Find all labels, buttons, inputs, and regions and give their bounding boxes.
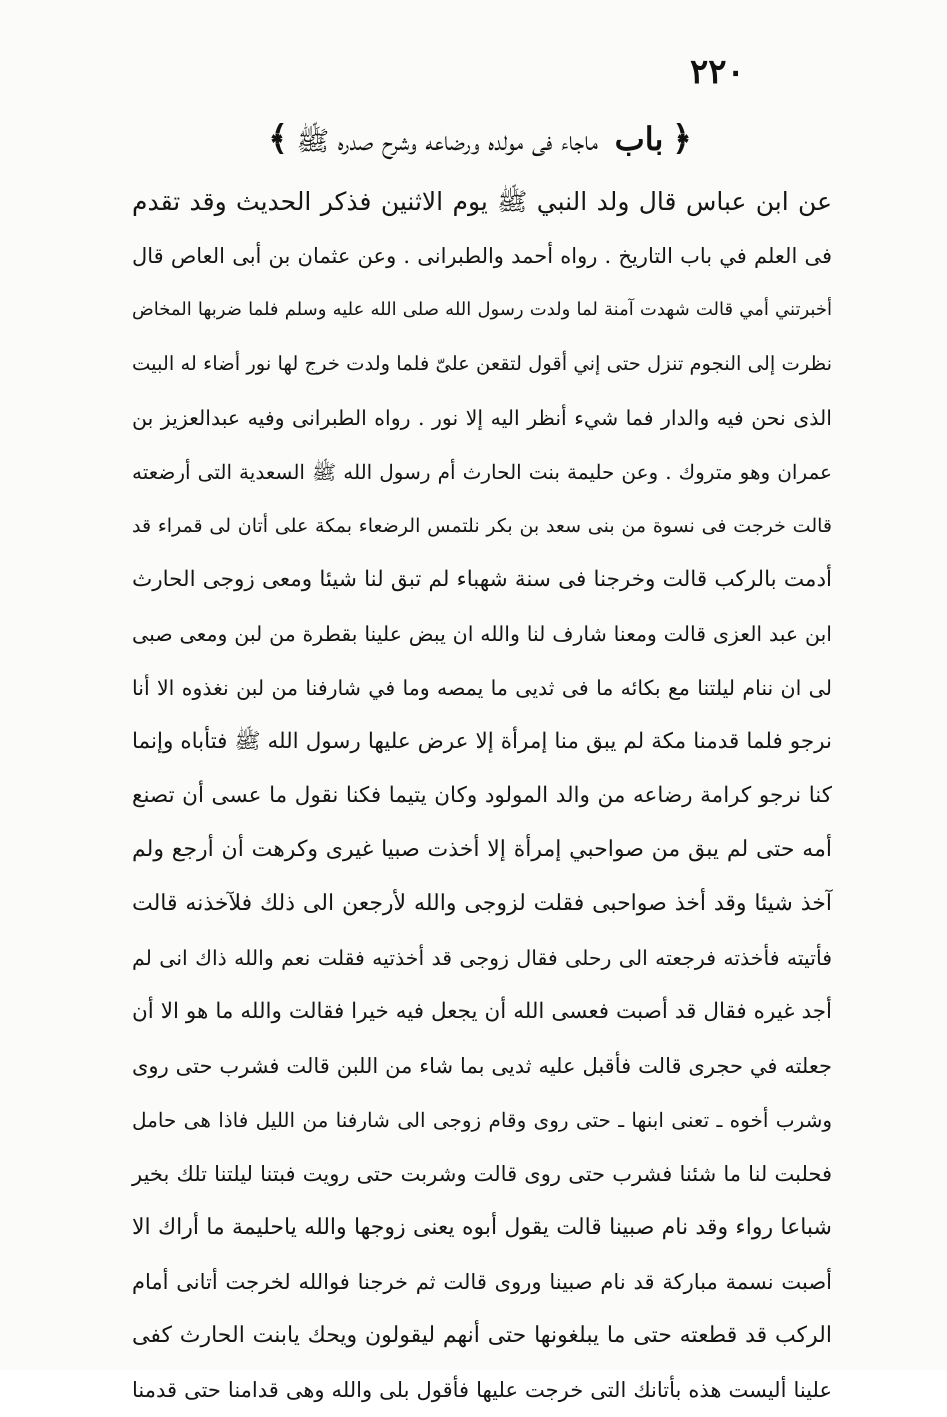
text-line: نظرت إلى النجوم تنزل حتى إني أقول لتقعن علىّ فلما ولدت خرج لها نور أضاء له البيت <box>132 352 832 375</box>
text-line: أصبت نسمة مباركة قد نام صبينا وروى قالت ثم خرجنا فوالله لخرجت أتانى أمام <box>132 1270 832 1294</box>
text-line: علينا أليست هذه بأتانك التى خرجت عليها فأقول بلى والله وهى قدامنا حتى قدمنا <box>132 1378 832 1402</box>
body-text <box>132 175 832 1417</box>
text-line: عن ابن عباس قال ولد النبي ﷺ يوم الاثنين فذكر الحديث وقد تقدم <box>132 187 832 216</box>
chapter-heading <box>200 118 760 164</box>
text-line: كنا نرجو كرامة رضاعه من والد المولود وكان يتيما فكنا نقول ما عسى أن تصنع <box>132 783 832 808</box>
page-number: ٢٢٠ <box>690 52 745 92</box>
text-line: فى العلم في باب التاريخ . رواه أحمد والطبرانى . وعن عثمان بن أبى العاص قال <box>132 244 832 268</box>
heading-bab-word: باب <box>614 120 664 158</box>
text-line: لى ان ننام ليلتنا مع بكائه ما فى ثديى ما يمصه وما في شارفنا من لبن نغذوه الا أنا <box>132 676 832 700</box>
text-line: آخذ شيئا وقد أخذ صواحبى فقلت لزوجى والله لأرجعن الى ذلك فلآخذنه قالت <box>132 891 832 916</box>
text-line: ابن عبد العزى قالت ومعنا شارف لنا والله ان يبض علينا بقطرة من لبن ومعى صبى <box>132 622 832 646</box>
text-line: جعلته في حجرى قالت فأقبل عليه ثديى بما شاء من اللبن قالت فشرب حتى روى <box>132 1054 832 1078</box>
text-line: أخبرتني أمي قالت شهدت آمنة لما ولدت رسول الله صلى الله عليه وسلم فلما ضربها المخاض <box>132 299 832 320</box>
heading-open-bracket: ﴿ <box>671 119 692 159</box>
text-line: فحلبت لنا ما شئنا فشرب حتى روى قالت وشربت حتى رويت فبتنا ليلتنا تلك بخير <box>132 1162 832 1186</box>
text-line: أمه حتى لم يبق من صواحبي إمرأة إلا أخذت صبيا غيرى وكرهت أن أرجع ولم <box>132 837 832 862</box>
text-line: الركب قد قطعته حتى ما يبلغونها حتى أنهم ليقولون ويحك يابنت الحارث كفى <box>132 1323 832 1348</box>
text-line: نرجو فلما قدمنا مكة لم يبق منا إمرأة إلا عرض عليها رسول الله ﷺ فتأباه وإنما <box>132 729 832 754</box>
text-line: الذى نحن فيه والدار فما شيء أنظر اليه إلا نور . رواه الطبرانى وفيه عبدالعزيز بن <box>132 406 832 430</box>
text-line: فأتيته فأخذته فرجعته الى رحلى فقال زوجى قد أخذتيه فقلت نعم والله ذاك انى لم <box>132 946 832 970</box>
heading-close-bracket: ﴾ <box>268 119 289 159</box>
text-line: أدمت بالركب قالت وخرجنا فى سنة شهباء لم تبق لنا شيئا ومعى زوجى الحارث <box>132 567 832 592</box>
heading-title: ماجاء فى مولده ورضاعه وشرح صدره ﷺ <box>296 126 598 157</box>
text-line: قالت خرجت فى نسوة من بنى سعد بن بكر نلتمس الرضعاء بمكة على أتان لى قمراء قد <box>132 515 832 537</box>
text-line: شباعا رواء وقد نام صبينا قالت يقول أبوه يعنى زوجها والله ياحليمة ما أراك الا <box>132 1215 832 1240</box>
text-line: عمران وهو متروك . وعن حليمة بنت الحارث أم رسول الله ﷺ السعدية التى أرضعته <box>132 460 832 484</box>
text-line: أجد غيره فقال قد أصبت فعسى الله أن يجعل فيه خيرا فقالت والله ما هو الا أن <box>132 999 832 1024</box>
text-line: وشرب أخوه ـ تعنى ابنها ـ حتى روى وقام زوجى الى شارفنا من الليل فاذا هى حامل <box>132 1108 832 1132</box>
